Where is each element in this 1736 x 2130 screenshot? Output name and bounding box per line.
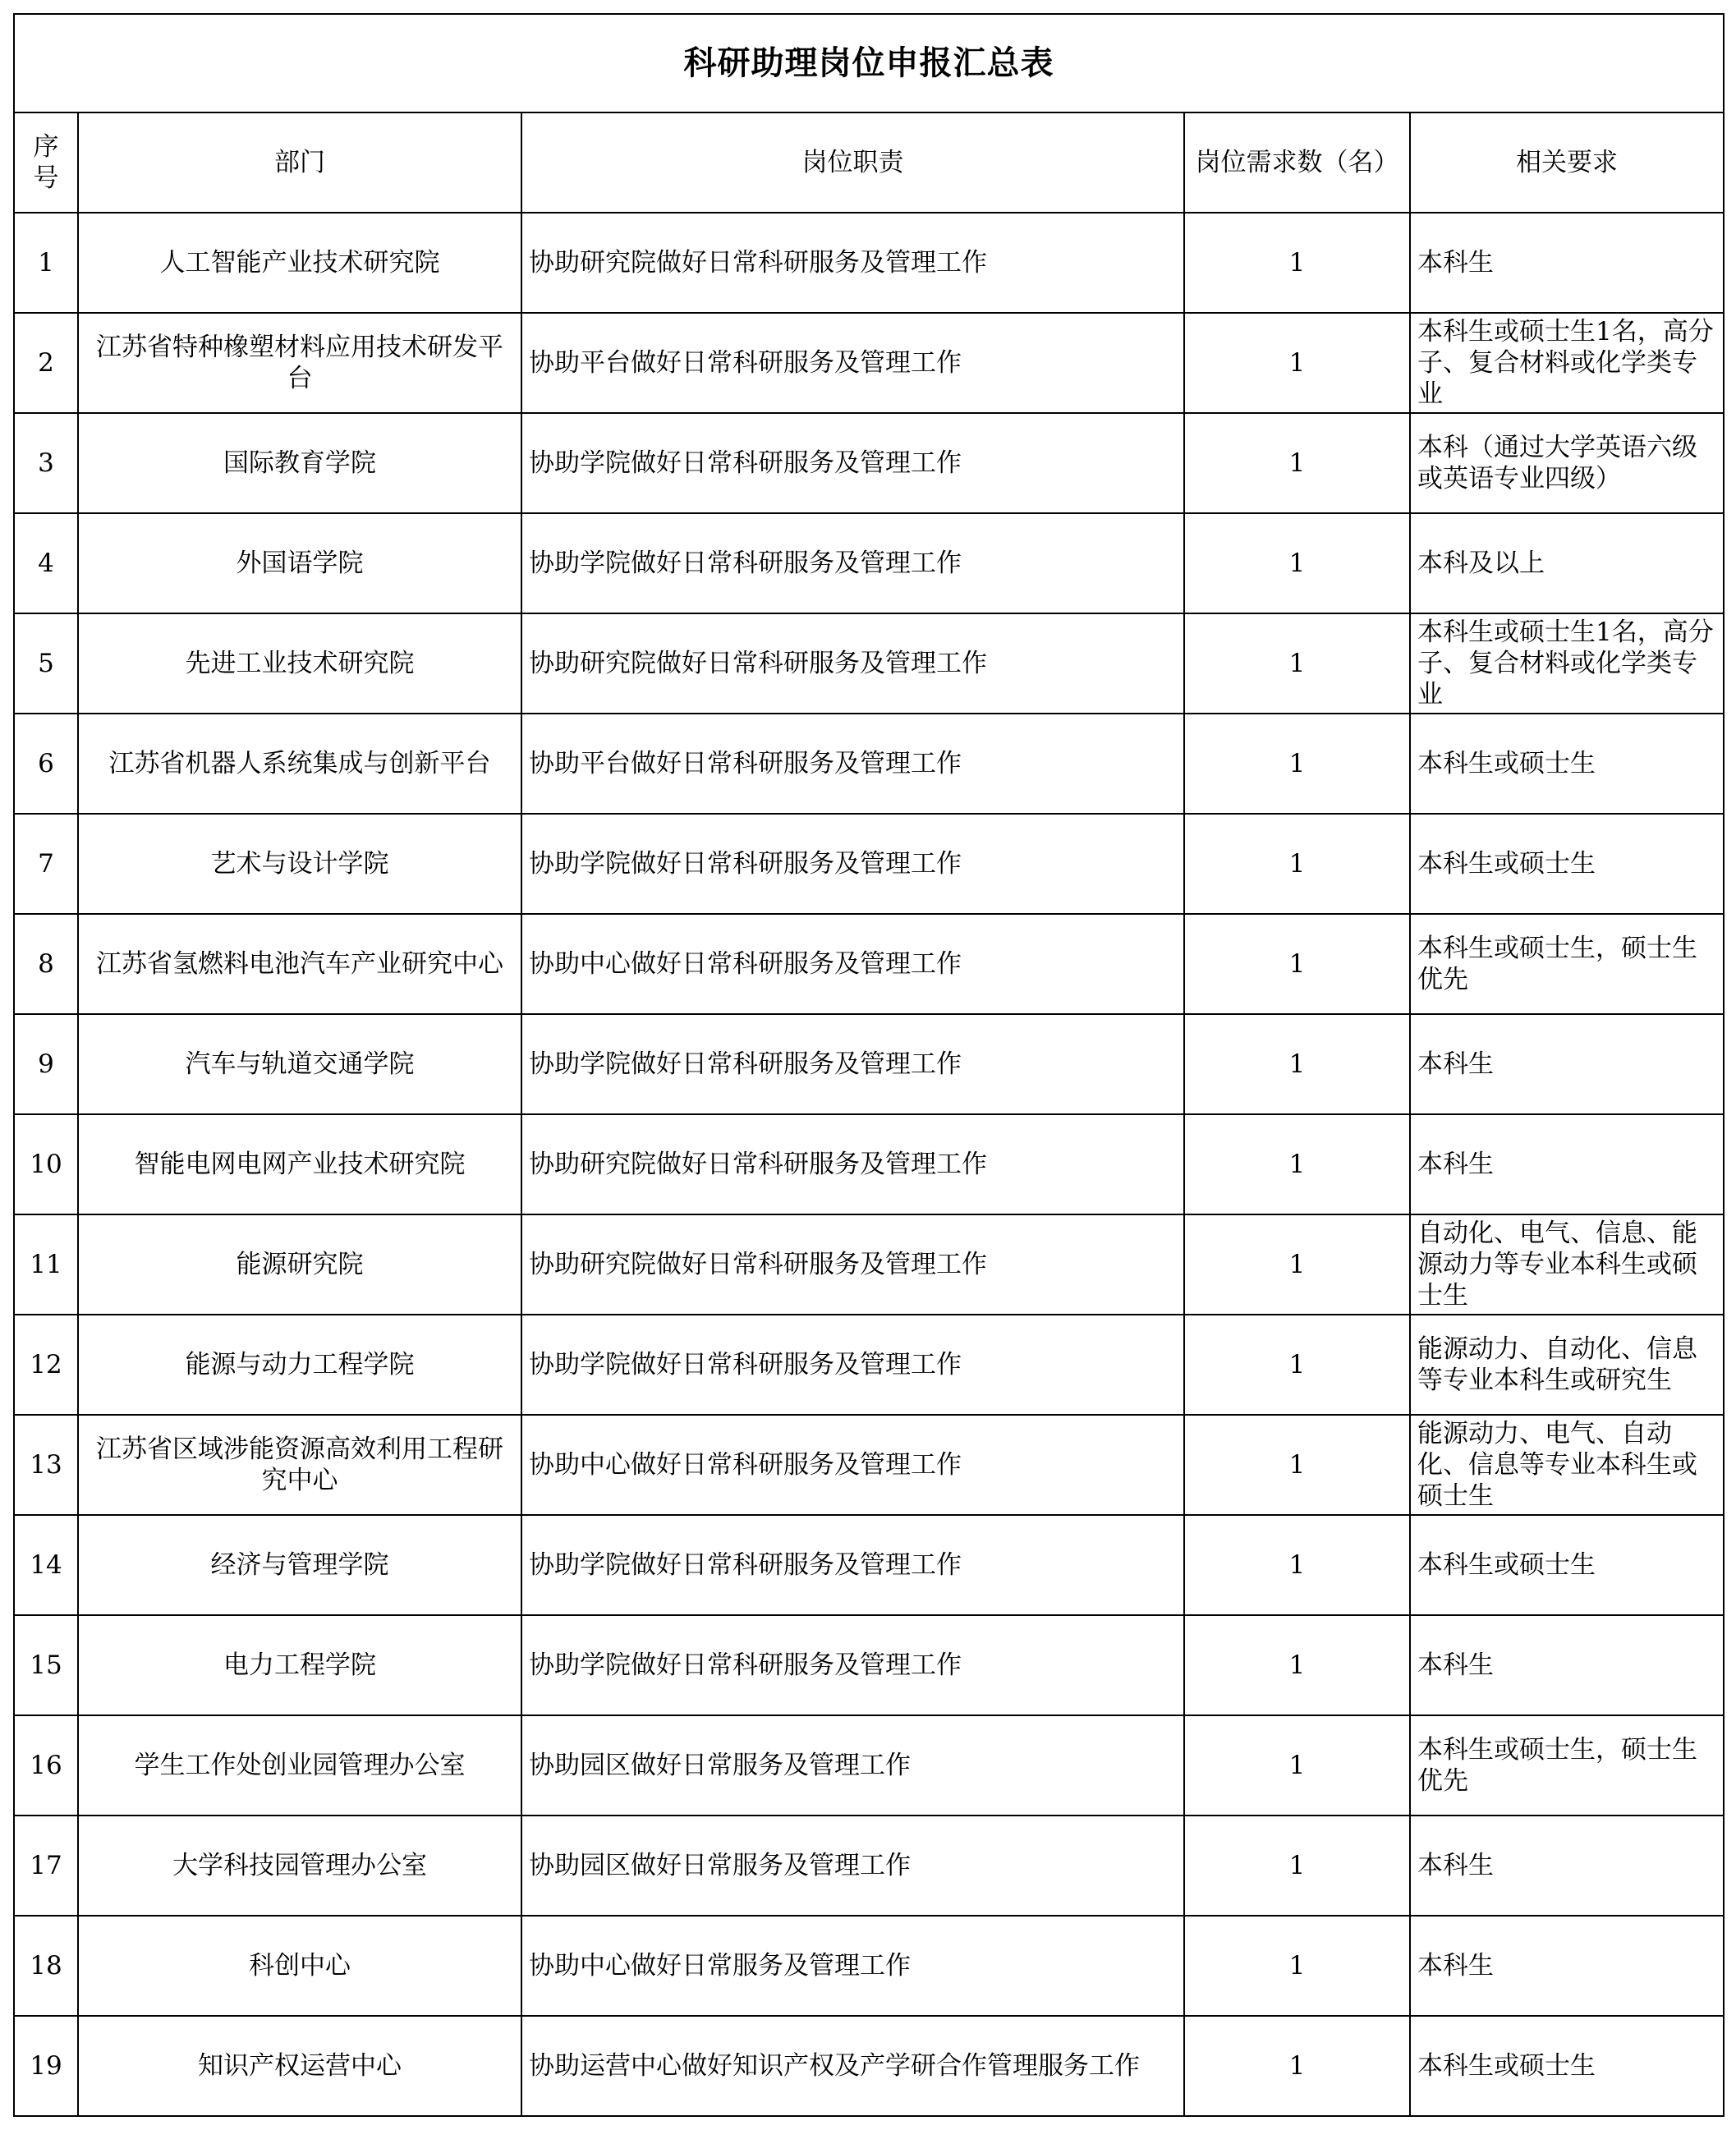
cell-department: 江苏省机器人系统集成与创新平台 [78,714,521,814]
cell-department: 能源研究院 [78,1214,521,1315]
cell-index: 4 [14,513,78,613]
summary-table [13,13,1725,2117]
table-row [14,1214,1724,1315]
cell-requirement: 本科生 [1410,1816,1724,1916]
cell-requirement: 能源动力、自动化、信息等专业本科生或研究生 [1410,1315,1724,1415]
table-row [14,1515,1724,1615]
cell-count: 1 [1184,814,1410,914]
cell-duty: 协助平台做好日常科研服务及管理工作 [521,313,1184,413]
cell-index: 10 [14,1114,78,1214]
cell-duty: 协助学院做好日常科研服务及管理工作 [521,1014,1184,1114]
cell-requirement: 本科生或硕士生 [1410,2016,1724,2116]
cell-department: 能源与动力工程学院 [78,1315,521,1415]
table-row [14,413,1724,513]
table-row [14,714,1724,814]
table-row [14,1715,1724,1816]
cell-requirement: 本科（通过大学英语六级或英语专业四级） [1410,413,1724,513]
cell-index: 3 [14,413,78,513]
table-row [14,213,1724,313]
cell-count: 1 [1184,1114,1410,1214]
cell-duty: 协助平台做好日常科研服务及管理工作 [521,714,1184,814]
cell-count: 1 [1184,513,1410,613]
cell-duty: 协助园区做好日常服务及管理工作 [521,1715,1184,1816]
cell-index: 19 [14,2016,78,2116]
table-row [14,914,1724,1014]
cell-count: 1 [1184,613,1410,714]
cell-department: 先进工业技术研究院 [78,613,521,714]
table-row [14,1315,1724,1415]
cell-department: 学生工作处创业园管理办公室 [78,1715,521,1816]
cell-count: 1 [1184,213,1410,313]
cell-count: 1 [1184,1715,1410,1816]
cell-department: 经济与管理学院 [78,1515,521,1615]
cell-count: 1 [1184,413,1410,513]
cell-department: 电力工程学院 [78,1615,521,1715]
cell-count: 1 [1184,1315,1410,1415]
header-index: 序号 [14,112,78,213]
cell-count: 1 [1184,1615,1410,1715]
cell-duty: 协助研究院做好日常科研服务及管理工作 [521,213,1184,313]
cell-duty: 协助研究院做好日常科研服务及管理工作 [521,1214,1184,1315]
cell-department: 科创中心 [78,1916,521,2016]
table-row [14,1014,1724,1114]
cell-duty: 协助运营中心做好知识产权及产学研合作管理服务工作 [521,2016,1184,2116]
cell-requirement: 本科生或硕士生1名，高分子、复合材料或化学类专业 [1410,613,1724,714]
cell-index: 13 [14,1415,78,1515]
cell-index: 8 [14,914,78,1014]
header-count: 岗位需求数（名） [1184,112,1410,213]
cell-count: 1 [1184,1816,1410,1916]
table-row [14,1916,1724,2016]
table-row [14,814,1724,914]
cell-requirement: 本科生或硕士生，硕士生优先 [1410,1715,1724,1816]
cell-duty: 协助学院做好日常科研服务及管理工作 [521,1515,1184,1615]
cell-department: 国际教育学院 [78,413,521,513]
table-title: 科研助理岗位申报汇总表 [14,14,1724,112]
cell-duty: 协助园区做好日常服务及管理工作 [521,1816,1184,1916]
cell-duty: 协助研究院做好日常科研服务及管理工作 [521,613,1184,714]
cell-department: 智能电网电网产业技术研究院 [78,1114,521,1214]
cell-count: 1 [1184,1214,1410,1315]
cell-department: 知识产权运营中心 [78,2016,521,2116]
cell-duty: 协助研究院做好日常科研服务及管理工作 [521,1114,1184,1214]
cell-requirement: 本科生 [1410,1916,1724,2016]
cell-count: 1 [1184,1916,1410,2016]
table-row [14,513,1724,613]
cell-department: 江苏省氢燃料电池汽车产业研究中心 [78,914,521,1014]
cell-index: 17 [14,1816,78,1916]
cell-requirement: 本科及以上 [1410,513,1724,613]
cell-department: 江苏省特种橡塑材料应用技术研发平台 [78,313,521,413]
cell-duty: 协助学院做好日常科研服务及管理工作 [521,1315,1184,1415]
cell-requirement: 本科生或硕士生1名，高分子、复合材料或化学类专业 [1410,313,1724,413]
cell-department: 外国语学院 [78,513,521,613]
cell-requirement: 能源动力、电气、自动化、信息等专业本科生或硕士生 [1410,1415,1724,1515]
table-row [14,1114,1724,1214]
cell-requirement: 本科生 [1410,213,1724,313]
cell-index: 14 [14,1515,78,1615]
cell-count: 1 [1184,714,1410,814]
cell-index: 1 [14,213,78,313]
cell-index: 5 [14,613,78,714]
header-department: 部门 [78,112,521,213]
cell-duty: 协助中心做好日常科研服务及管理工作 [521,1415,1184,1515]
cell-count: 1 [1184,2016,1410,2116]
cell-requirement: 本科生或硕士生，硕士生优先 [1410,914,1724,1014]
cell-duty: 协助学院做好日常科研服务及管理工作 [521,513,1184,613]
cell-duty: 协助学院做好日常科研服务及管理工作 [521,413,1184,513]
cell-requirement: 本科生 [1410,1014,1724,1114]
header-row [14,112,1724,213]
cell-department: 人工智能产业技术研究院 [78,213,521,313]
cell-index: 9 [14,1014,78,1114]
cell-index: 7 [14,814,78,914]
cell-requirement: 自动化、电气、信息、能源动力等专业本科生或硕士生 [1410,1214,1724,1315]
cell-department: 艺术与设计学院 [78,814,521,914]
cell-count: 1 [1184,914,1410,1014]
cell-index: 12 [14,1315,78,1415]
header-duty: 岗位职责 [521,112,1184,213]
cell-count: 1 [1184,1014,1410,1114]
table-row [14,1816,1724,1916]
header-requirement: 相关要求 [1410,112,1724,213]
table-row [14,1615,1724,1715]
cell-index: 16 [14,1715,78,1816]
cell-requirement: 本科生 [1410,1615,1724,1715]
title-row [14,14,1724,112]
cell-count: 1 [1184,1515,1410,1615]
cell-requirement: 本科生或硕士生 [1410,1515,1724,1615]
cell-department: 江苏省区域涉能资源高效利用工程研究中心 [78,1415,521,1515]
cell-duty: 协助中心做好日常科研服务及管理工作 [521,914,1184,1014]
cell-index: 2 [14,313,78,413]
cell-department: 大学科技园管理办公室 [78,1816,521,1916]
table-row [14,313,1724,413]
cell-requirement: 本科生或硕士生 [1410,714,1724,814]
cell-duty: 协助学院做好日常科研服务及管理工作 [521,1615,1184,1715]
cell-index: 6 [14,714,78,814]
cell-index: 18 [14,1916,78,2016]
cell-department: 汽车与轨道交通学院 [78,1014,521,1114]
cell-duty: 协助学院做好日常科研服务及管理工作 [521,814,1184,914]
table-row [14,1415,1724,1515]
cell-duty: 协助中心做好日常服务及管理工作 [521,1916,1184,2016]
cell-index: 11 [14,1214,78,1315]
table-row [14,2016,1724,2116]
cell-count: 1 [1184,313,1410,413]
cell-index: 15 [14,1615,78,1715]
cell-count: 1 [1184,1415,1410,1515]
table-row [14,613,1724,714]
cell-requirement: 本科生 [1410,1114,1724,1214]
cell-requirement: 本科生或硕士生 [1410,814,1724,914]
